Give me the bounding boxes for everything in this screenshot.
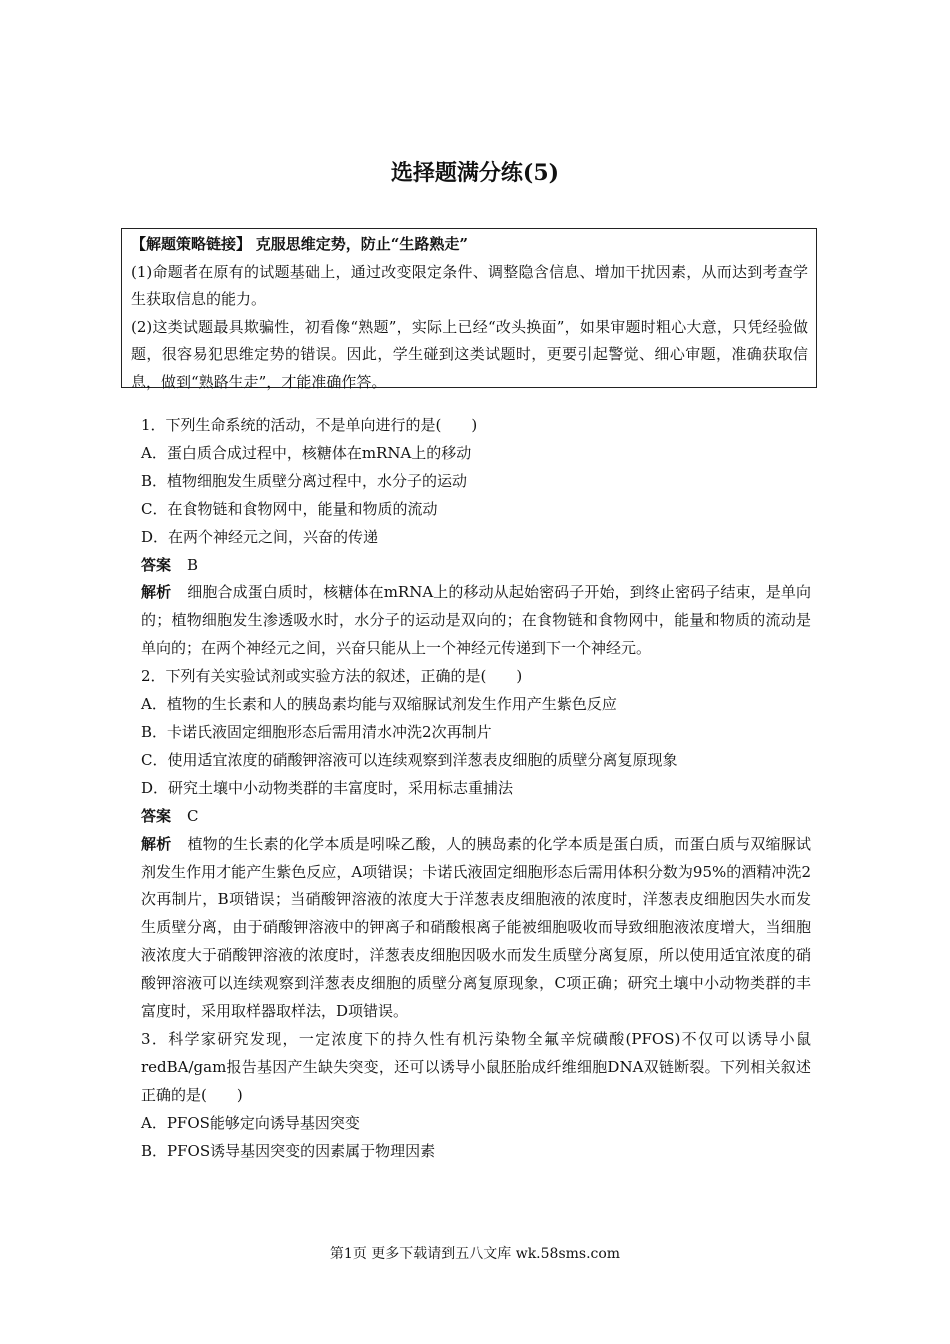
strategy-heading: 克服思维定势，防止“生路熟走” xyxy=(255,235,469,253)
answer-value: C xyxy=(187,806,199,825)
answer-value: B xyxy=(187,555,199,574)
question-2-option-c: C．使用适宜浓度的硝酸钾溶液可以连续观察到洋葱表皮细胞的质壁分离复原现象 xyxy=(141,750,678,769)
question-1-option-d: D．在两个神经元之间，兴奋的传递 xyxy=(141,527,379,546)
strategy-paragraph-1: (1)命题者在原有的试题基础上，通过改变限定条件、调整隐含信息、增加干扰因素，从而达到考查学生获取信息的能力。 xyxy=(131,262,808,308)
question-1-stem: 1．下列生命系统的活动，不是单向进行的是( ) xyxy=(141,416,478,434)
question-1-analysis xyxy=(141,579,811,663)
analysis-label: 解析 xyxy=(141,583,172,602)
question-2-option-a: A．植物的生长素和人的胰岛素均能与双缩脲试剂发生作用产生紫色反应 xyxy=(141,695,617,714)
question-2-option-b: B．卡诺氏液固定细胞形态后需用清水冲洗2次再制片 xyxy=(141,722,492,741)
analysis-text: 细胞合成蛋白质时，核糖体在mRNA上的移动从起始密码子开始，到终止密码子结束，是单向的；植物细胞发生渗透吸水时，水分子的运动是双向的；在食物链和食物网中，能量和物质的流动是单向的；在两个神经元之间，兴奋只能从上一个神经元传递到下一个神经元。 xyxy=(141,583,811,658)
page-footer: 第1页 更多下载请到五八文库 wk.58sms.com xyxy=(329,1246,621,1262)
questions-section xyxy=(141,412,811,1165)
strategy-heading-line xyxy=(131,231,808,259)
question-2-option-d: D．研究土壤中小动物类群的丰富度时，采用标志重捕法 xyxy=(141,778,514,797)
question-2-stem: 2．下列有关实验试剂或实验方法的叙述，正确的是( ) xyxy=(141,667,523,686)
strategy-box xyxy=(121,228,817,391)
page-title: 选择题满分练(5) xyxy=(390,160,560,186)
question-2-answer xyxy=(141,803,811,831)
analysis-text: 植物的生长素的化学本质是吲哚乙酸，人的胰岛素的化学本质是蛋白质，而蛋白质与双缩脲试剂发生作用才能产生紫色反应，A项错误；卡诺氏液固定细胞形态后需用体积分数为95%的酒精冲洗2次再制片，B项错误；当硝酸钾溶液的浓度大于洋葱表皮细胞液的浓度时，洋葱表皮细胞因失水而发生质壁分离，由于硝酸钾溶液中的钾离子和硝酸根离子能被细胞吸收而导致细胞液浓度增大，当细胞液浓度大于硝酸钾溶液的浓度时，洋葱表皮细胞因吸水而发生质壁分离复原，所以使用适宜浓度的硝酸钾溶液可以连续观察到洋葱表皮细胞的质壁分离复原现象，C项正确；研究土壤中小动物类群的丰富度时，采用取样器取样法，D项错误。 xyxy=(141,834,811,1021)
question-1-option-c: C．在食物链和食物网中，能量和物质的流动 xyxy=(141,499,438,518)
question-1-answer xyxy=(141,552,811,580)
answer-label: 答案 xyxy=(141,806,172,825)
question-1-option-a: A．蛋白质合成过程中，核糖体在mRNA上的移动 xyxy=(141,443,472,462)
question-3-option-a: A．PFOS能够定向诱导基因突变 xyxy=(141,1113,360,1132)
question-1-option-b: B．植物细胞发生质壁分离过程中，水分子的运动 xyxy=(141,471,468,490)
strategy-label: 【解题策略链接】 xyxy=(131,235,252,253)
question-2-analysis xyxy=(141,831,811,1026)
question-3-option-b: B．PFOS诱导基因突变的因素属于物理因素 xyxy=(141,1141,436,1160)
analysis-label: 解析 xyxy=(141,834,172,853)
answer-label: 答案 xyxy=(141,555,172,574)
strategy-paragraph-2: (2)这类试题最具欺骗性，初看像“熟题”，实际上已经“改头换面”，如果审题时粗心大意，只凭经验做题，很容易犯思维定势的错误。因此，学生碰到这类试题时，更要引起警觉、细心审题，准确获取信息，做到“熟路生走”，才能准确作答。 xyxy=(131,317,808,391)
question-3-stem: 3．科学家研究发现，一定浓度下的持久性有机污染物全氟辛烷磺酸(PFOS)不仅可以诱导小鼠redBA/gam报告基因产生缺失突变，还可以诱导小鼠胚胎成纤维细胞DNA双链断裂。下列相关叙述正确的是( ) xyxy=(141,1029,811,1104)
